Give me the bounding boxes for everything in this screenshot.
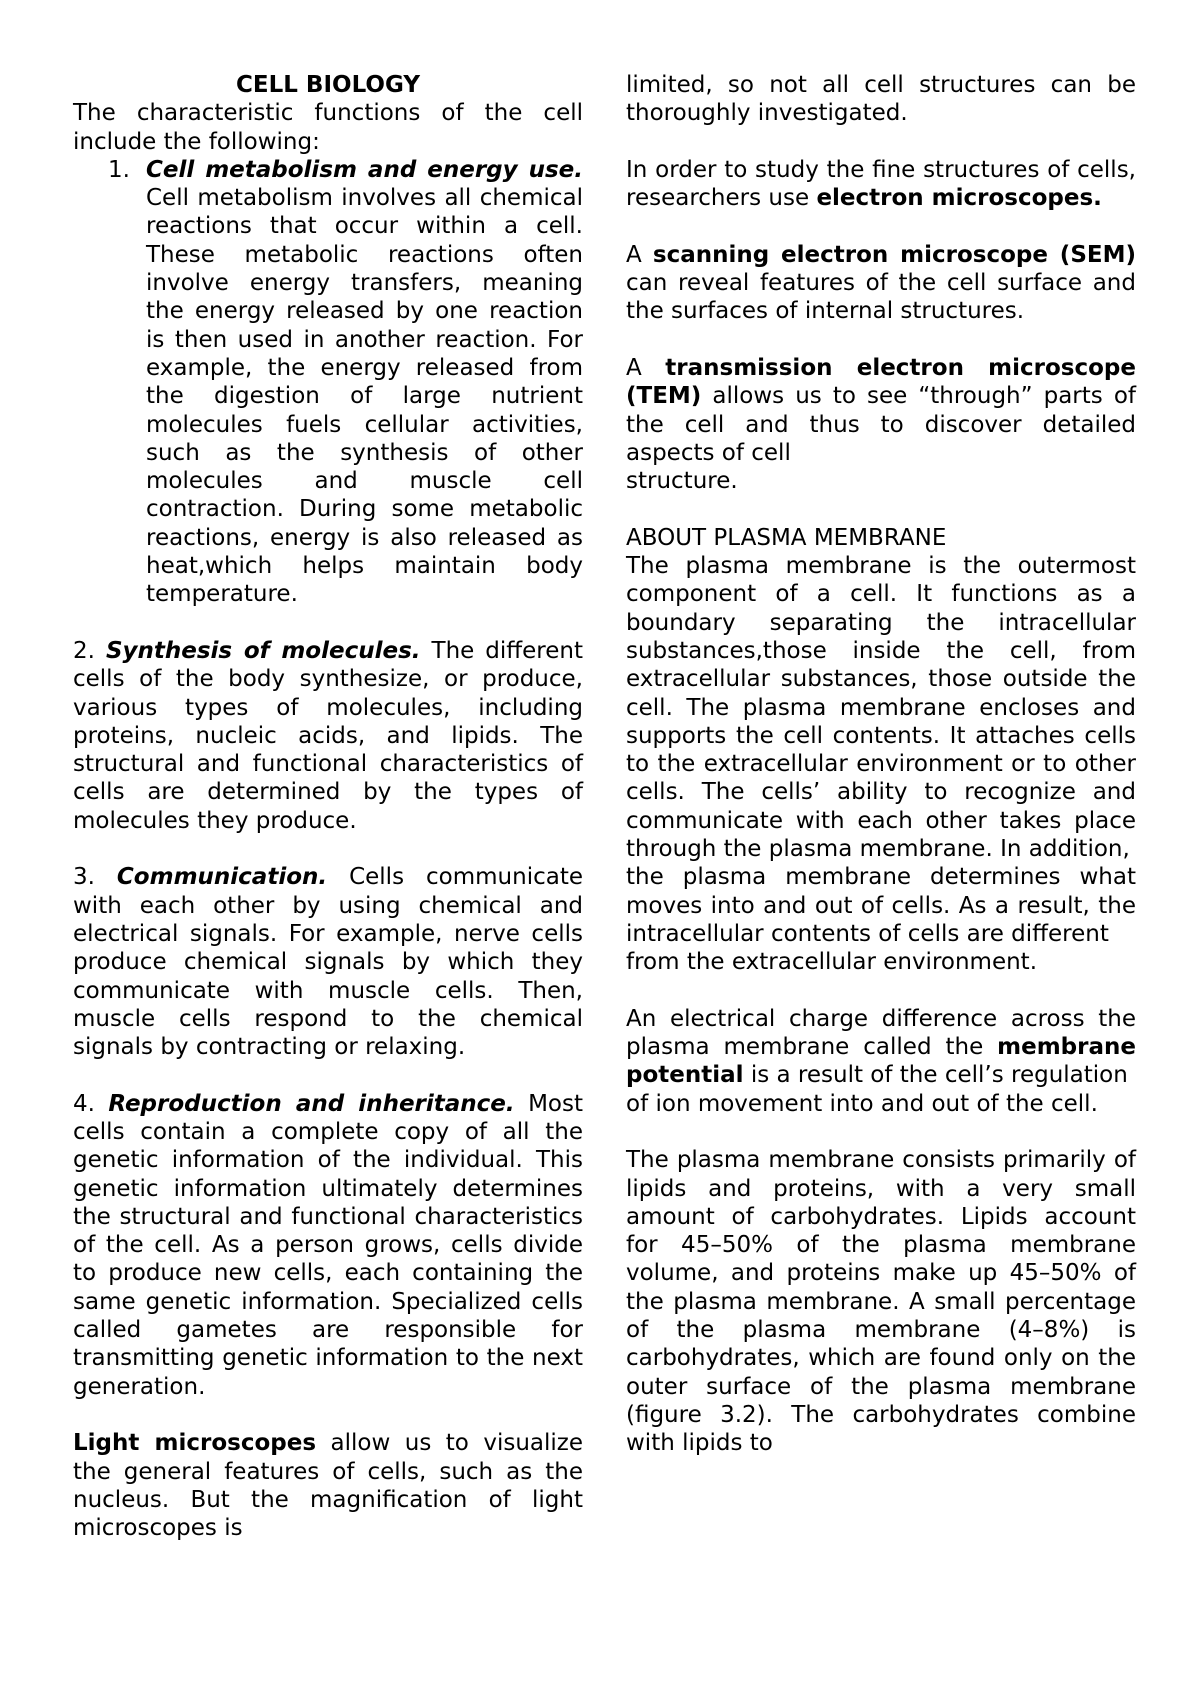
metabolism-heading: Cell metabolism and energy use.	[146, 156, 583, 183]
composition-paragraph: The plasma membrane consists primarily of lipids and proteins, with a very small amount of carbohydrates. Lipids account for 45–50% of the plasma membrane volume, and proteins make up 45–50% of the plasma membrane. A small percentage of the plasma membrane (4–8%) is carbohydrates, which are found only on the outer surface of the plasma membrane (figure 3.2). The carbohydrates combine with lipids to	[626, 1147, 1136, 1457]
reproduction-text: Most cells contain a complete copy of all the genetic information of the individual. This genetic information ultimately determines the structural and functional characteristics of the cell. As a person grows, cells divide to produce new cells, each containing the same genetic information. Specialized cells called gametes are responsible for transmitting genetic information to the next generation.	[73, 1090, 583, 1400]
plasma-membrane-heading: ABOUT PLASMA MEMBRANE	[626, 524, 947, 551]
page-title: CELL BIOLOGY	[236, 72, 420, 98]
communication-text: Cells communicate with each other by using chemical and electrical signals. For example, nerve cells produce chemical signals by which they communicate with muscle cells. Then, muscle cells respond to the chemical signals by contracting or relaxing.	[73, 864, 584, 1061]
list-number: 2.	[73, 637, 106, 664]
spacer	[73, 1401, 583, 1429]
sem-text: can reveal features of the cell surface and the surfaces of internal structures.	[626, 270, 1136, 325]
spacer	[626, 326, 1136, 354]
sem-paragraph	[626, 241, 1136, 326]
light-microscope-term: Light microscopes	[73, 1430, 317, 1457]
synthesis-heading: Synthesis of molecules.	[105, 637, 421, 664]
spacer	[626, 212, 1136, 240]
potential-text: An electrical charge difference across the plasma membrane called the	[626, 1005, 1136, 1061]
membrane-potential-term: membrane potential	[626, 1034, 1136, 1089]
electron-intro-text: In order to study the fine structures of cells, researchers use	[626, 156, 1136, 212]
right-column	[626, 71, 1136, 1458]
reproduction-paragraph	[73, 1090, 583, 1401]
left-column	[73, 71, 583, 1542]
light-microscope-paragraph	[73, 1429, 583, 1542]
tem-text: allows us to see “through” parts of the cell and thus to discover detailed aspects of cell	[626, 383, 1136, 466]
synthesis-text: The different cells of the body synthesize, or produce, various types of molecules, including proteins, nucleic acids, and lipids. The structural and functional characteristics of cells are determined by the types of molecules they produce.	[73, 637, 583, 834]
list-number: 4.	[73, 1090, 109, 1117]
light-microscope-text: allow us to visualize the general features of cells, such as the nucleus. But the magnification of light microscopes is	[73, 1430, 583, 1542]
sem-prefix: A	[626, 241, 653, 268]
intro-paragraph: The characteristic functions of the cell include the following:	[73, 100, 583, 155]
spacer	[626, 977, 1136, 1005]
spacer	[73, 1061, 583, 1089]
potential-text-2: is a result of the cell’s regulation	[743, 1062, 1128, 1089]
spacer	[73, 835, 583, 863]
list-number: 1.	[108, 156, 130, 183]
membrane-potential-paragraph-end: of ion movement into and out of the cell.	[626, 1090, 1098, 1117]
list-number: 3.	[73, 864, 117, 891]
metabolism-paragraph	[146, 156, 583, 609]
reproduction-heading: Reproduction and inheritance.	[108, 1090, 515, 1117]
synthesis-paragraph	[73, 637, 583, 835]
metabolism-text: Cell metabolism involves all chemical reactions that occur within a cell. These metabolic reactions often involve energy transfers, meaning the energy released by one reaction is then used in another reaction. For example, the energy released from the digestion of large nutrient molecules fuels cellular activities, such as the synthesis of other molecules and muscle cell contraction. During some metabolic reactions, energy is also released as heat,which helps maintain body temperature.	[146, 185, 583, 608]
sem-term: scanning electron microscope (SEM)	[652, 241, 1136, 268]
spacer	[626, 128, 1136, 156]
electron-microscope-term: electron microscopes.	[816, 185, 1102, 212]
electron-microscope-paragraph	[626, 156, 1136, 213]
tem-term: transmission electron microscope (TEM)	[626, 354, 1136, 410]
plasma-membrane-paragraph-3: from the extracellular environment.	[626, 949, 1038, 976]
spacer	[626, 495, 1136, 523]
tem-paragraph	[626, 354, 1136, 467]
continuation-paragraph: limited, so not all cell structures can be thoroughly investigated.	[626, 72, 1136, 127]
spacer	[73, 609, 583, 637]
list-item-metabolism	[73, 156, 583, 609]
plasma-membrane-paragraph-2: the plasma membrane determines what moves into and out of cells. As a result, the intracellular contents of cells are different	[626, 864, 1136, 947]
membrane-potential-paragraph	[626, 1005, 1136, 1090]
tem-prefix: A	[626, 354, 666, 381]
communication-heading: Communication.	[116, 864, 328, 891]
spacer	[626, 1118, 1136, 1146]
communication-paragraph	[73, 863, 583, 1061]
tem-paragraph-end: structure.	[626, 468, 738, 495]
plasma-membrane-paragraph: The plasma membrane is the outermost component of a cell. It functions as a boundary separating the intracellular substances,those inside the cell, from extracellular substances, those outside the cell. The plasma membrane encloses and supports the cell contents. It attaches cells to the extracellular environment or to other cells. The cells’ ability to recognize and communicate with each other takes place through the plasma membrane. In addition,	[626, 553, 1136, 863]
